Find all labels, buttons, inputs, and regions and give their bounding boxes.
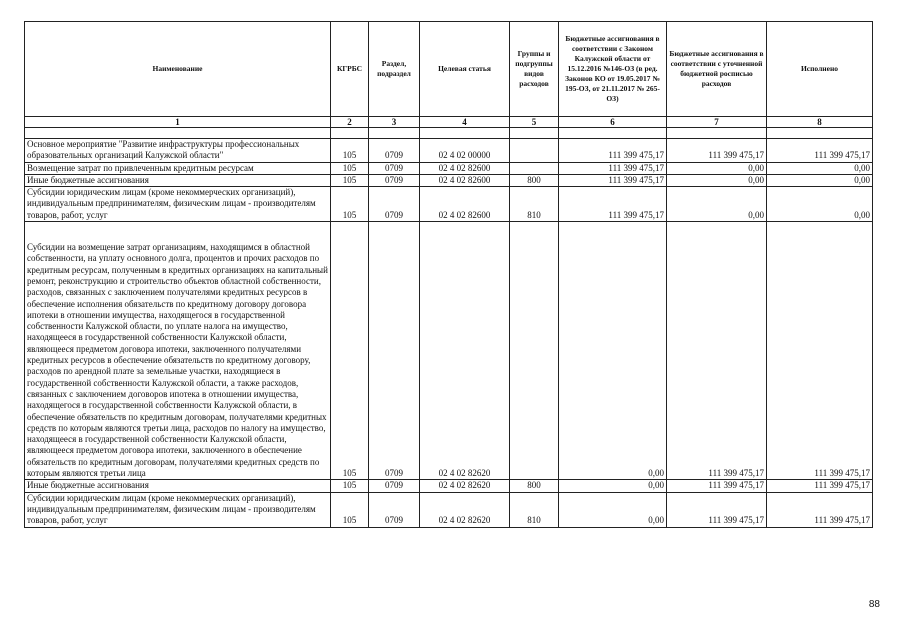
- row-ispolneno: 111 399 475,17: [767, 480, 873, 492]
- spacer-cell: [25, 128, 331, 139]
- row-vid: 810: [510, 492, 559, 527]
- row-celevaya: 02 4 02 82620: [420, 492, 510, 527]
- row-ispolneno: 0,00: [767, 174, 873, 186]
- row-name: Субсидии юридическим лицам (кроме некоммерческих организаций), индивидуальным предпринимателям, физическим лицам - производителям товаров, работ, услуг: [25, 187, 331, 222]
- spacer-row: [25, 128, 873, 139]
- row-celevaya: 02 4 02 82600: [420, 174, 510, 186]
- row-rospis: 111 399 475,17: [667, 139, 767, 163]
- row-kgrbs: 105: [331, 492, 369, 527]
- row-celevaya: 02 4 02 82600: [420, 187, 510, 222]
- row-razdel: 0709: [369, 187, 420, 222]
- row-law: 111 399 475,17: [559, 139, 667, 163]
- row-law: 111 399 475,17: [559, 174, 667, 186]
- row-ispolneno: 111 399 475,17: [767, 492, 873, 527]
- row-name: Субсидии юридическим лицам (кроме некоммерческих организаций), индивидуальным предпринимателям, физическим лицам - производителям товаров, работ, услуг: [25, 492, 331, 527]
- column-number: 3: [369, 117, 420, 128]
- row-razdel: 0709: [369, 222, 420, 480]
- spacer-cell: [510, 128, 559, 139]
- spacer-cell: [420, 128, 510, 139]
- column-number: 7: [667, 117, 767, 128]
- header-vid: Группы и подгруппы видов расходов: [510, 22, 559, 117]
- table-row: [25, 139, 873, 163]
- spacer-cell: [331, 128, 369, 139]
- row-ispolneno: 0,00: [767, 162, 873, 174]
- column-number: 6: [559, 117, 667, 128]
- row-name: Иные бюджетные ассигнования: [25, 480, 331, 492]
- row-kgrbs: 105: [331, 480, 369, 492]
- row-kgrbs: 105: [331, 222, 369, 480]
- table-row: [25, 480, 873, 492]
- header-law: Бюджетные ассигнования в соответствии с Законом Калужской области от 15.12.2016 №146-ОЗ (в ред. Законов КО от 19.05.2017 № 195-ОЗ, от 21.11.2017 № 265-ОЗ): [559, 22, 667, 117]
- row-vid: 800: [510, 480, 559, 492]
- row-vid: [510, 222, 559, 480]
- row-vid: [510, 139, 559, 163]
- row-law: 0,00: [559, 492, 667, 527]
- row-celevaya: 02 4 02 82620: [420, 480, 510, 492]
- header-celevaya: Целевая статья: [420, 22, 510, 117]
- column-number: 4: [420, 117, 510, 128]
- row-law: 111 399 475,17: [559, 187, 667, 222]
- column-number: 8: [767, 117, 873, 128]
- page-number: 88: [868, 599, 880, 610]
- row-celevaya: 02 4 02 82620: [420, 222, 510, 480]
- row-name: Субсидии на возмещение затрат организациям, находящимся в областной собственности, на уплату основного долга, процентов и прочих расходов по кредитным ресурсам, полученным в кредитных организациях на капитальный ремонт, реконструкцию и строительство объектов областной собственности, расходов, связанных с заключением получателями кредитных ресурсов в обеспечение исполнения обязательств по кредитному договору договора ипотеки в отношении имущества, находящегося в государственной собственности Калужской области, по уплате налога на имущество, находящееся в государственной собственности Калужской области, являющееся предметом договора ипотеки, заключенного получателями кредитных ресурсов в обеспечение обязательств по кредитному договору, расходов по арендной плате за земельные участки, находящиеся в государственной собственности Калужской области, а также расходов, связанных с заключением договоров ипотека в отношении имущества, находящегося в государственной собственности Калужской области, в обеспечение обязательств по кредитным договорам, получателями кредитных средств по которым являются третьи лица, расходов по налогу на имущество, находящееся в государственной собственности Калужской области, являющееся предметом договора ипотеки, заключенного в обеспечение обязательств по кредитным договорам, получателями кредитных средств по которым являются третьи лица: [25, 222, 331, 480]
- row-ispolneno: 0,00: [767, 187, 873, 222]
- column-number: 1: [25, 117, 331, 128]
- table-row: [25, 492, 873, 527]
- table-row: [25, 222, 873, 480]
- row-law: 0,00: [559, 480, 667, 492]
- spacer-cell: [559, 128, 667, 139]
- column-number-row: [25, 117, 873, 128]
- row-rospis: 0,00: [667, 162, 767, 174]
- row-name: Основное мероприятие "Развитие инфраструктуры профессиональных образовательных организаций Калужской области": [25, 139, 331, 163]
- row-name: Возмещение затрат по привлеченным кредитным ресурсам: [25, 162, 331, 174]
- row-ispolneno: 111 399 475,17: [767, 139, 873, 163]
- row-razdel: 0709: [369, 174, 420, 186]
- header-razdel: Раздел, подраздел: [369, 22, 420, 117]
- column-number: 5: [510, 117, 559, 128]
- row-vid: 810: [510, 187, 559, 222]
- table-row: [25, 174, 873, 186]
- header-kgrbs: КГРБС: [331, 22, 369, 117]
- row-kgrbs: 105: [331, 187, 369, 222]
- table-row: [25, 162, 873, 174]
- row-vid: 800: [510, 174, 559, 186]
- row-rospis: 111 399 475,17: [667, 222, 767, 480]
- row-razdel: 0709: [369, 162, 420, 174]
- row-law: 0,00: [559, 222, 667, 480]
- spacer-cell: [767, 128, 873, 139]
- header-name: Наименование: [25, 22, 331, 117]
- spacer-cell: [667, 128, 767, 139]
- row-razdel: 0709: [369, 480, 420, 492]
- row-kgrbs: 105: [331, 139, 369, 163]
- row-razdel: 0709: [369, 139, 420, 163]
- header-row: [25, 22, 873, 117]
- row-ispolneno: 111 399 475,17: [767, 222, 873, 480]
- row-razdel: 0709: [369, 492, 420, 527]
- header-ispolneno: Исполнено: [767, 22, 873, 117]
- budget-table: [24, 21, 873, 528]
- row-vid: [510, 162, 559, 174]
- row-rospis: 111 399 475,17: [667, 480, 767, 492]
- row-rospis: 111 399 475,17: [667, 492, 767, 527]
- row-kgrbs: 105: [331, 162, 369, 174]
- header-rospis: Бюджетные ассигнования в соответствии с уточненной бюджетной росписью расходов: [667, 22, 767, 117]
- row-name: Иные бюджетные ассигнования: [25, 174, 331, 186]
- table-row: [25, 187, 873, 222]
- row-celevaya: 02 4 02 82600: [420, 162, 510, 174]
- column-number: 2: [331, 117, 369, 128]
- spacer-cell: [369, 128, 420, 139]
- row-law: 111 399 475,17: [559, 162, 667, 174]
- row-rospis: 0,00: [667, 174, 767, 186]
- row-rospis: 0,00: [667, 187, 767, 222]
- row-kgrbs: 105: [331, 174, 369, 186]
- row-celevaya: 02 4 02 00000: [420, 139, 510, 163]
